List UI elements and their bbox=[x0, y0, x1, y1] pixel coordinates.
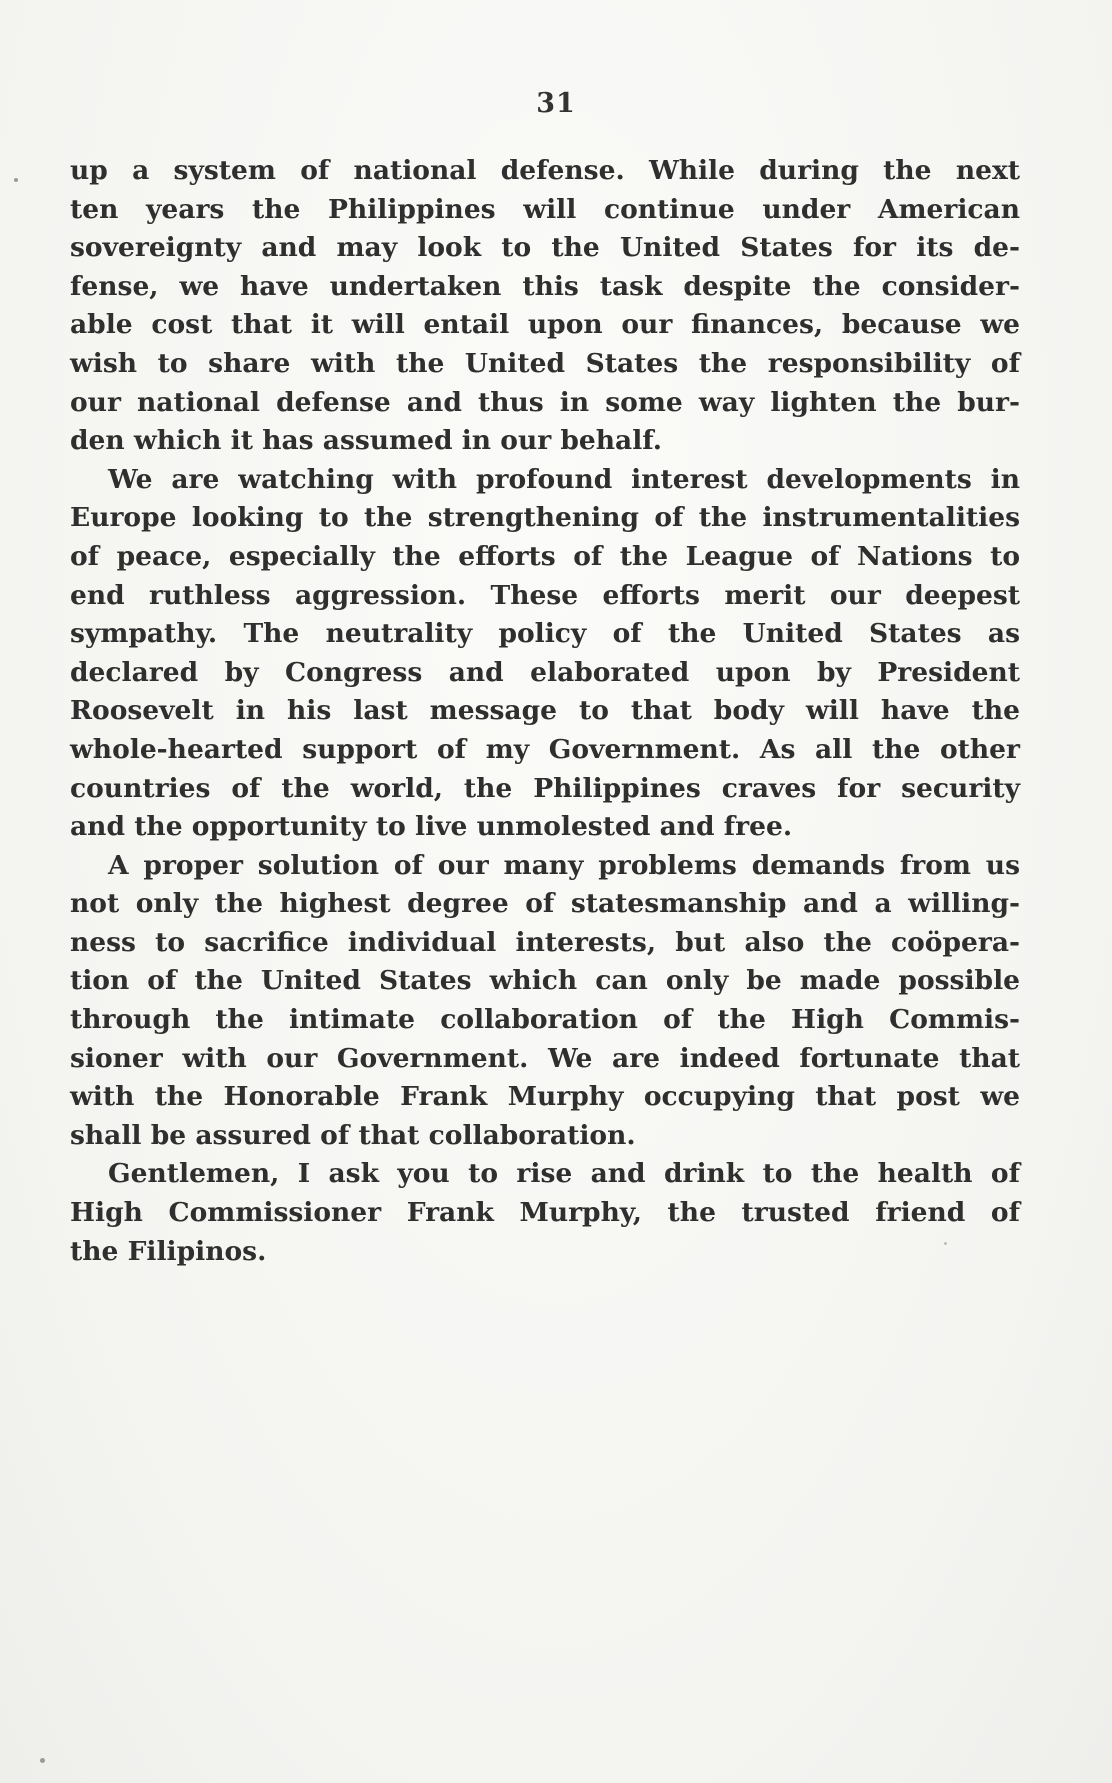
text-line: ness to sacrifice individual interests, but also the coöpera- bbox=[70, 926, 1020, 958]
text-line: countries of the world, the Philippines craves for security bbox=[70, 772, 1020, 804]
paragraph bbox=[70, 847, 1020, 1156]
scan-speck bbox=[14, 178, 18, 182]
body-text bbox=[70, 152, 1020, 1271]
text-line: ten years the Philippines will continue under American bbox=[70, 193, 1020, 225]
text-line: whole-hearted support of my Government. As all the other bbox=[70, 733, 1020, 765]
text-line: end ruthless aggression. These efforts merit our deepest bbox=[70, 579, 1020, 611]
text-line: Gentlemen, I ask you to rise and drink to the health of bbox=[108, 1158, 1020, 1190]
paragraph bbox=[70, 461, 1020, 847]
text-line: High Commissioner Frank Murphy, the trusted friend of bbox=[70, 1197, 1020, 1229]
paragraph bbox=[70, 1155, 1020, 1271]
text-line: sovereignty and may look to the United States for its de- bbox=[70, 232, 1020, 264]
text-line: sioner with our Government. We are indeed fortunate that bbox=[70, 1042, 1020, 1074]
text-line: able cost that it will entail upon our finances, because we bbox=[70, 309, 1020, 341]
page-number: 31 bbox=[536, 88, 576, 119]
text-line: and the opportunity to live unmolested and free. bbox=[70, 811, 793, 843]
text-line: Europe looking to the strengthening of the instrumentalities bbox=[70, 502, 1020, 534]
text-line: not only the highest degree of statesmanship and a willing- bbox=[70, 888, 1020, 920]
text-line: We are watching with profound interest developments in bbox=[108, 463, 1020, 495]
text-line: A proper solution of our many problems demands from us bbox=[108, 849, 1020, 881]
text-line: wish to share with the United States the responsibility of bbox=[70, 347, 1020, 379]
text-line: through the intimate collaboration of the High Commis- bbox=[70, 1004, 1020, 1036]
paragraph bbox=[70, 152, 1020, 461]
text-line: tion of the United States which can only be made possible bbox=[70, 965, 1020, 997]
text-line: our national defense and thus in some way lighten the bur- bbox=[70, 386, 1020, 418]
text-line: up a system of national defense. While during the next bbox=[70, 155, 1020, 186]
text-line: den which it has assumed in our behalf. bbox=[70, 425, 662, 457]
text-line: declared by Congress and elaborated upon by President bbox=[70, 656, 1020, 688]
scan-speck bbox=[40, 1758, 45, 1763]
text-line: fense, we have undertaken this task despite the consider- bbox=[70, 270, 1020, 302]
text-line: Roosevelt in his last message to that body will have the bbox=[70, 695, 1020, 727]
scan-speck bbox=[944, 1242, 947, 1245]
text-line: the Filipinos. bbox=[70, 1235, 267, 1267]
text-line: with the Honorable Frank Murphy occupying that post we bbox=[70, 1081, 1020, 1113]
text-line: sympathy. The neutrality policy of the United States as bbox=[70, 618, 1020, 650]
text-line: shall be assured of that collaboration. bbox=[70, 1119, 636, 1151]
text-line: of peace, especially the efforts of the League of Nations to bbox=[70, 540, 1020, 572]
